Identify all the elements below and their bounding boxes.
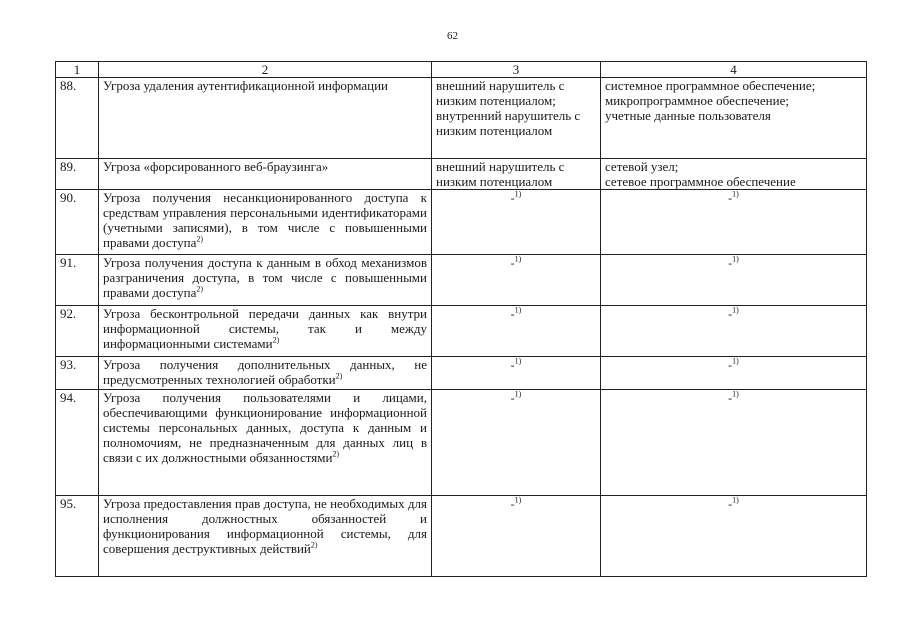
dash-mark: - <box>728 256 733 270</box>
footnote-mark: 1) <box>514 254 522 264</box>
dash-mark: - <box>510 358 515 372</box>
footnote-mark: 2) <box>332 449 340 459</box>
object-line: учетные данные пользователя <box>605 108 771 123</box>
table-row <box>56 190 867 255</box>
footnote-mark: 1) <box>514 389 522 399</box>
threat-description <box>99 496 432 577</box>
footnote-mark: 1) <box>732 356 739 366</box>
dash-mark: - <box>728 191 733 205</box>
threat-text: Угроза получения несанкционированного доступа к средствам управления персональными идентификаторами (учетными записями), в том числе с повышенными правами доступа <box>103 190 427 250</box>
object-cell <box>601 190 867 255</box>
object-cell <box>601 306 867 357</box>
dash-mark: - <box>510 307 515 321</box>
footnote-mark: 1) <box>514 189 522 199</box>
table-header-row <box>56 62 867 78</box>
violator-cell <box>432 306 601 357</box>
table-row <box>56 78 867 159</box>
violator-cell <box>432 357 601 390</box>
threat-description <box>99 357 432 390</box>
threat-description <box>99 306 432 357</box>
dash-mark: - <box>728 497 733 511</box>
footnote-mark: 1) <box>732 189 739 199</box>
page-number: 62 <box>447 30 458 42</box>
row-number: 89. <box>56 159 99 190</box>
object-cell <box>601 255 867 306</box>
footnote-mark: 1) <box>514 305 522 315</box>
violator-cell <box>432 159 601 190</box>
threat-description <box>99 390 432 496</box>
row-number: 91. <box>56 255 99 306</box>
object-cell <box>601 159 867 190</box>
table-row <box>56 306 867 357</box>
footnote-mark: 2) <box>196 284 204 294</box>
object-line: сетевой узел; <box>605 159 679 174</box>
dash-mark: - <box>728 307 733 321</box>
footnote-mark: 1) <box>732 254 739 264</box>
threat-description <box>99 255 432 306</box>
violator-line: внешний нарушитель с низким потенциалом <box>436 159 565 189</box>
object-line: микропрограммное обеспечение; <box>605 93 789 108</box>
table-row <box>56 159 867 190</box>
footnote-mark: 1) <box>732 495 739 505</box>
row-number: 95. <box>56 496 99 577</box>
table-row <box>56 390 867 496</box>
violator-line: внутренний нарушитель с низким потенциалом <box>436 108 581 138</box>
threat-description: Угроза «форсированного веб-браузинга» <box>99 159 432 190</box>
violator-cell <box>432 390 601 496</box>
footnote-mark: 2) <box>272 335 280 345</box>
table-row <box>56 496 867 577</box>
row-number: 92. <box>56 306 99 357</box>
row-number: 94. <box>56 390 99 496</box>
column-header-1: 1 <box>56 62 99 78</box>
row-number: 90. <box>56 190 99 255</box>
dash-mark: - <box>510 497 515 511</box>
table-row <box>56 357 867 390</box>
dash-mark: - <box>510 191 515 205</box>
table-row <box>56 255 867 306</box>
footnote-mark: 1) <box>514 356 522 366</box>
violator-cell <box>432 190 601 255</box>
threat-text: Угроза бесконтрольной передачи данных как внутри информационной системы, так и между информационными системами <box>103 306 427 351</box>
violator-cell <box>432 496 601 577</box>
threat-text: Угроза предоставления прав доступа, не необходимых для исполнения должностных обязанностей и функционирования информационной системы, для совершения деструктивных действий <box>103 496 427 556</box>
threat-text: Угроза получения дополнительных данных, не предусмотренных технологией обработки <box>103 357 427 387</box>
threats-table <box>55 61 867 577</box>
footnote-mark: 2) <box>335 371 343 381</box>
violator-cell <box>432 255 601 306</box>
row-number: 93. <box>56 357 99 390</box>
object-cell <box>601 78 867 159</box>
column-header-3: 3 <box>432 62 601 78</box>
dash-mark: - <box>510 256 515 270</box>
footnote-mark: 2) <box>310 540 318 550</box>
dash-mark: - <box>510 391 515 405</box>
object-cell <box>601 357 867 390</box>
footnote-mark: 1) <box>732 389 739 399</box>
violator-cell <box>432 78 601 159</box>
column-header-2: 2 <box>99 62 432 78</box>
footnote-mark: 1) <box>514 495 522 505</box>
threat-text: Угроза получения пользователями и лицами, обеспечивающими функционирование информационной системы персональных данных, доступа к данным и полномочиям, не предназначенным для данных лиц в связи с их должностными обязанностями <box>103 390 427 465</box>
threat-text: Угроза получения доступа к данным в обход механизмов разграничения доступа, в том числе с повышенными правами доступа <box>103 255 427 300</box>
dash-mark: - <box>728 358 733 372</box>
object-line: сетевое программное обеспечение <box>605 174 796 189</box>
object-line: системное программное обеспечение; <box>605 78 816 93</box>
footnote-mark: 1) <box>732 305 739 315</box>
object-cell <box>601 390 867 496</box>
row-number: 88. <box>56 78 99 159</box>
footnote-mark: 2) <box>196 234 204 244</box>
object-cell <box>601 496 867 577</box>
column-header-4: 4 <box>601 62 867 78</box>
threat-description <box>99 190 432 255</box>
dash-mark: - <box>728 391 733 405</box>
threat-description: Угроза удаления аутентификационной информации <box>99 78 432 159</box>
violator-line: внешний нарушитель с низким потенциалом; <box>436 78 565 108</box>
